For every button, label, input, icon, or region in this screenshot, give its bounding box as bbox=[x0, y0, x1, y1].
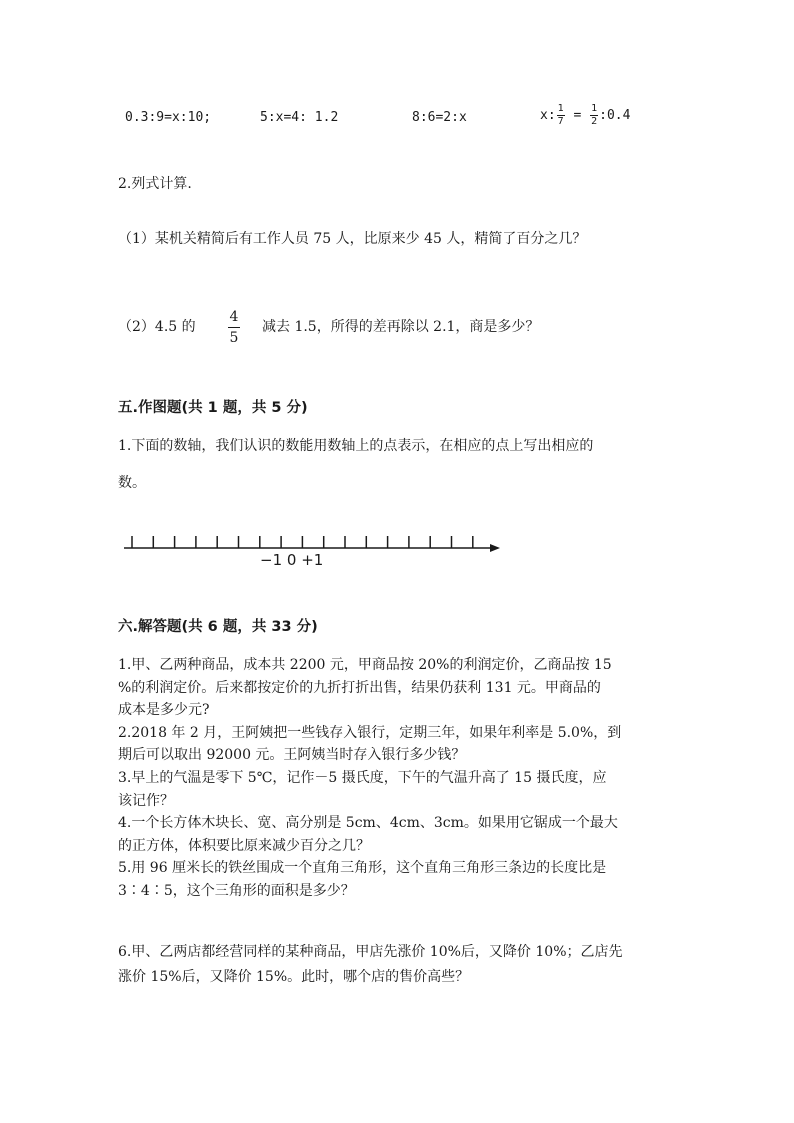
proportion-4 bbox=[540, 104, 630, 127]
proportion-1: 0.3:9=x:10; bbox=[125, 110, 212, 125]
fraction-one-seventh: $\frac{1}{7}$ bbox=[557, 103, 564, 127]
proportion-2: 5:x=4: 1.2 bbox=[260, 110, 339, 125]
calc-question-2-tail: 减去 1.5，所得的差再除以 2.1，商是多少？ bbox=[262, 319, 540, 335]
section-6-line: 2.2018 年 2 月，王阿姨把一些钱存入银行，定期三年，如果年利率是 5.0%，到 bbox=[118, 724, 622, 741]
section-6-title: 六.解答题(共 6 题，共 33 分) bbox=[118, 619, 318, 635]
calc-question-1: （1）某机关精简后有工作人员 75 人，比原来少 45 人，精简了百分之几？ bbox=[118, 231, 587, 247]
section-6-line: 3.早上的气温是零下 5℃，记作－5 摄氏度，下午的气温升高了 15 摄氏度，应 bbox=[118, 770, 607, 786]
section-6-line: 3∶4∶5，这个三角形的面积是多少？ bbox=[118, 883, 355, 899]
section-5-title: 五.作图题(共 1 题，共 5 分) bbox=[118, 400, 308, 416]
proportion-3: 8:6=2:x bbox=[412, 110, 467, 125]
proportion-4-lead: x: bbox=[540, 108, 556, 123]
section-6-line: 4.一个长方体木块长、宽、高分别是 5cm、4cm、3cm。如果用它锯成一个最大 bbox=[118, 815, 618, 832]
section-6-line: 成本是多少元? bbox=[118, 702, 210, 719]
fraction-one-half: $\frac{1}{2}$ bbox=[591, 103, 598, 127]
proportion-4-eq: = bbox=[565, 108, 590, 123]
section-5-question-1-line-1: 1.下面的数轴，我们认识的数能用数轴上的点表示，在相应的点上写出相应的 bbox=[118, 438, 594, 454]
section-6-line: 5.用 96 厘米长的铁丝围成一个直角三角形，这个直角三角形三条边的长度比是 bbox=[118, 860, 607, 877]
section-5-question-1-line-2: 数。 bbox=[118, 475, 146, 491]
section-6-question-6-line-2: 涨价 15%后，又降价 15%。此时，哪个店的售价高些？ bbox=[118, 969, 470, 985]
section-6-line: %的利润定价。后来都按定价的九折打折出售，结果仍获利 131 元。甲商品的 bbox=[118, 679, 601, 696]
number-line-labels: −1 0 +1 bbox=[260, 551, 324, 569]
proportion-4-tail: :0.4 bbox=[599, 108, 631, 123]
section-6-question-6-line-1: 6.甲、乙两店都经营同样的某种商品，甲店先涨价 10%后，又降价 10%；乙店先 bbox=[118, 944, 623, 960]
calc-question-2-lead: （2）4.5 的 bbox=[118, 319, 196, 335]
number-line-ticks bbox=[132, 536, 473, 548]
fraction-four-fifths: 4 5 bbox=[229, 309, 239, 346]
section-6-line: 的正方体，体积要比原来减少百分之几？ bbox=[118, 837, 370, 854]
section-6-line: 该记作？ bbox=[118, 792, 174, 809]
section-6-line: 期后可以取出 92000 元。王阿姨当时存入银行多少钱？ bbox=[118, 747, 466, 764]
number-line-arrow-icon bbox=[490, 544, 500, 552]
section-6-line: 1.甲、乙两种商品，成本共 2200 元，甲商品按 20%的利润定价，乙商品按 15 bbox=[118, 657, 612, 673]
calc-section-title: 2.列式计算. bbox=[118, 176, 192, 192]
